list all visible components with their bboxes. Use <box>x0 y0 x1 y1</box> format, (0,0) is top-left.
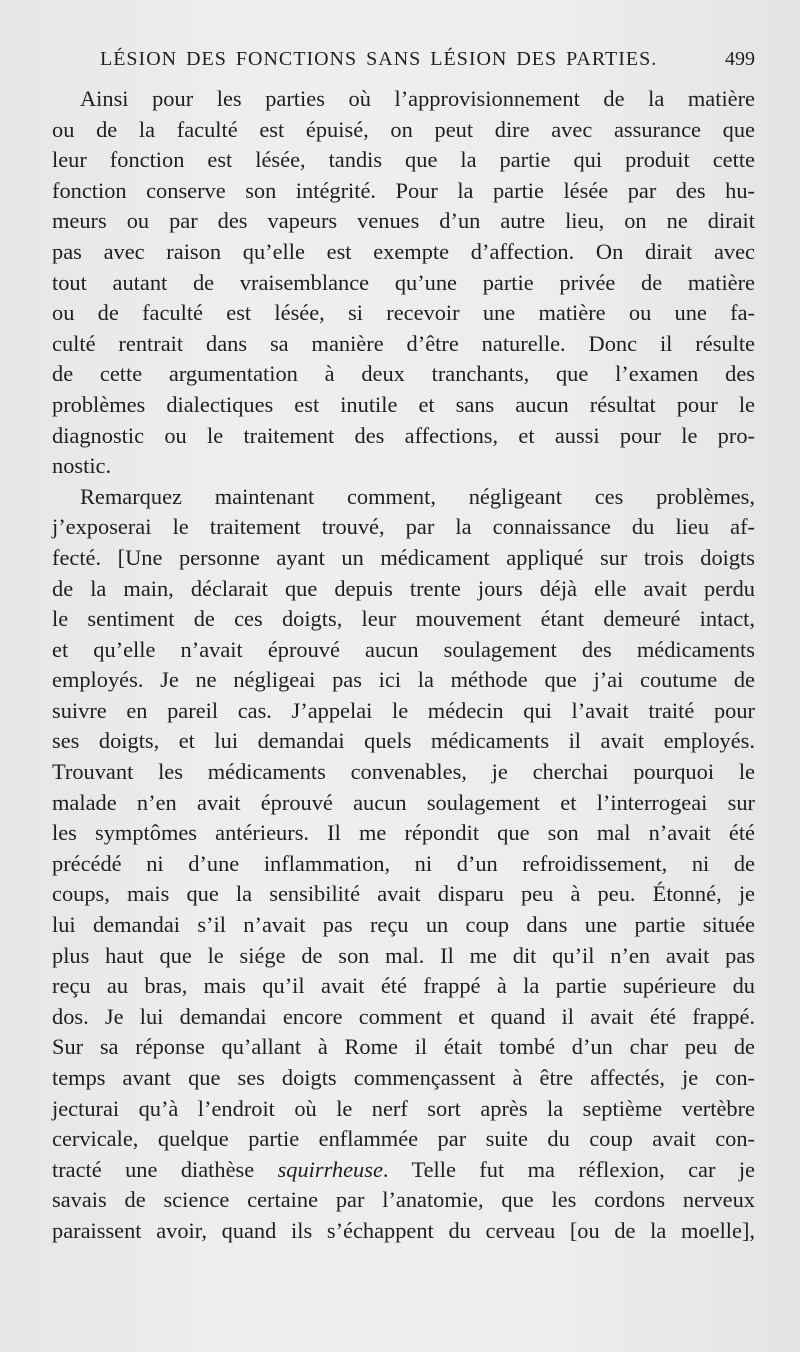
text-line: nostic. <box>52 453 112 479</box>
running-head <box>100 44 755 76</box>
text-line: Sur sa réponse qu’allant à Rome il était tombé d’un char peu de <box>52 1034 755 1060</box>
text-line: problèmes dialectiques est inutile et sans aucun résultat pour le <box>52 391 755 417</box>
text-segment: . Telle fut ma réflexion, car je <box>382 1156 755 1182</box>
text-line: jecturai qu’à l’endroit où le nerf sort après la septième vertèbre <box>52 1095 755 1121</box>
text-line: coups, mais que la sensibilité avait disparu peu à peu. Étonné, je <box>52 881 755 907</box>
text-line: et qu’elle n’avait éprouvé aucun soulagement des médicaments <box>52 636 755 662</box>
page-number: 499 <box>725 48 755 70</box>
italic-term: squirrheuse <box>277 1156 383 1182</box>
text-line: de cette argumentation à deux tranchants, que l’examen des <box>52 361 755 387</box>
text-line: de la main, déclarait que depuis trente jours déjà elle avait perdu <box>52 575 755 601</box>
text-line: savais de science certaine par l’anatomie, que les cordons nerveux <box>52 1187 755 1213</box>
text-line: plus haut que le siége de son mal. Il me dit qu’il n’en avait pas <box>52 942 755 968</box>
text-line: Ainsi pour les parties où l’approvisionnement de la matière <box>80 86 755 111</box>
paragraph <box>52 482 755 1247</box>
text-line: précédé ni d’une inflammation, ni d’un refroidissement, ni de <box>52 850 755 876</box>
running-head-title: LÉSION DES FONCTIONS SANS LÉSION DES PARTIES. <box>100 48 658 70</box>
text-line: meurs ou par des vapeurs venues d’un autre lieu, on ne dirait <box>52 208 755 234</box>
text-line: temps avant que ses doigts commençassent à être affectés, je con- <box>52 1065 755 1090</box>
text-line: pas avec raison qu’elle est exempte d’affection. On dirait avec <box>52 238 755 264</box>
body-text <box>52 84 755 1247</box>
text-line: diagnostic ou le traitement des affections, et aussi pour le pro- <box>52 422 755 448</box>
text-line: malade n’en avait éprouvé aucun soulagement et l’interrogeai sur <box>52 789 755 815</box>
text-line: fecté. [Une personne ayant un médicament appliqué sur trois doigts <box>52 544 755 570</box>
text-line: fonction conserve son intégrité. Pour la partie lésée par des hu- <box>52 177 755 203</box>
text-line: lui demandai s’il n’avait pas reçu un coup dans une partie située <box>52 912 755 938</box>
text-line: ou de la faculté est épuisé, on peut dire avec assurance que <box>52 116 755 142</box>
text-line: ou de faculté est lésée, si recevoir une matière ou une fa- <box>52 300 755 326</box>
paragraph <box>52 84 755 482</box>
text-line-with-italic <box>52 1155 755 1186</box>
text-line: tout autant de vraisemblance qu’une partie privée de matière <box>52 269 755 295</box>
text-line: dos. Je lui demandai encore comment et quand il avait été frappé. <box>52 1003 755 1029</box>
text-line: reçu au bras, mais qu’il avait été frappé à la partie supérieure du <box>52 973 755 999</box>
text-line: j’exposerai le traitement trouvé, par la connaissance du lieu af- <box>52 514 755 540</box>
text-line: Remarquez maintenant comment, négligeant ces problèmes, <box>80 483 755 509</box>
text-segment: tracté une diathèse <box>52 1156 278 1182</box>
text-line: employés. Je ne négligeai pas ici la méthode que j’ai coutume de <box>52 667 755 693</box>
text-line: paraissent avoir, quand ils s’échappent du cerveau [ou de la moelle], <box>52 1217 755 1243</box>
text-line: Trouvant les médicaments convenables, je cherchai pourquoi le <box>52 759 755 785</box>
text-line: leur fonction est lésée, tandis que la partie qui produit cette <box>52 147 755 173</box>
text-line: le sentiment de ces doigts, leur mouvement étant demeuré intact, <box>52 606 755 632</box>
text-line: ses doigts, et lui demandai quels médicaments il avait employés. <box>52 728 755 754</box>
text-line: cervicale, quelque partie enflammée par suite du coup avait con- <box>52 1126 755 1152</box>
text-line: les symptômes antérieurs. Il me répondit que son mal n’avait été <box>52 820 755 846</box>
text-line: culté rentrait dans sa manière d’être naturelle. Donc il résulte <box>52 330 755 356</box>
text-line: suivre en pareil cas. J’appelai le médecin qui l’avait traité pour <box>52 697 755 723</box>
